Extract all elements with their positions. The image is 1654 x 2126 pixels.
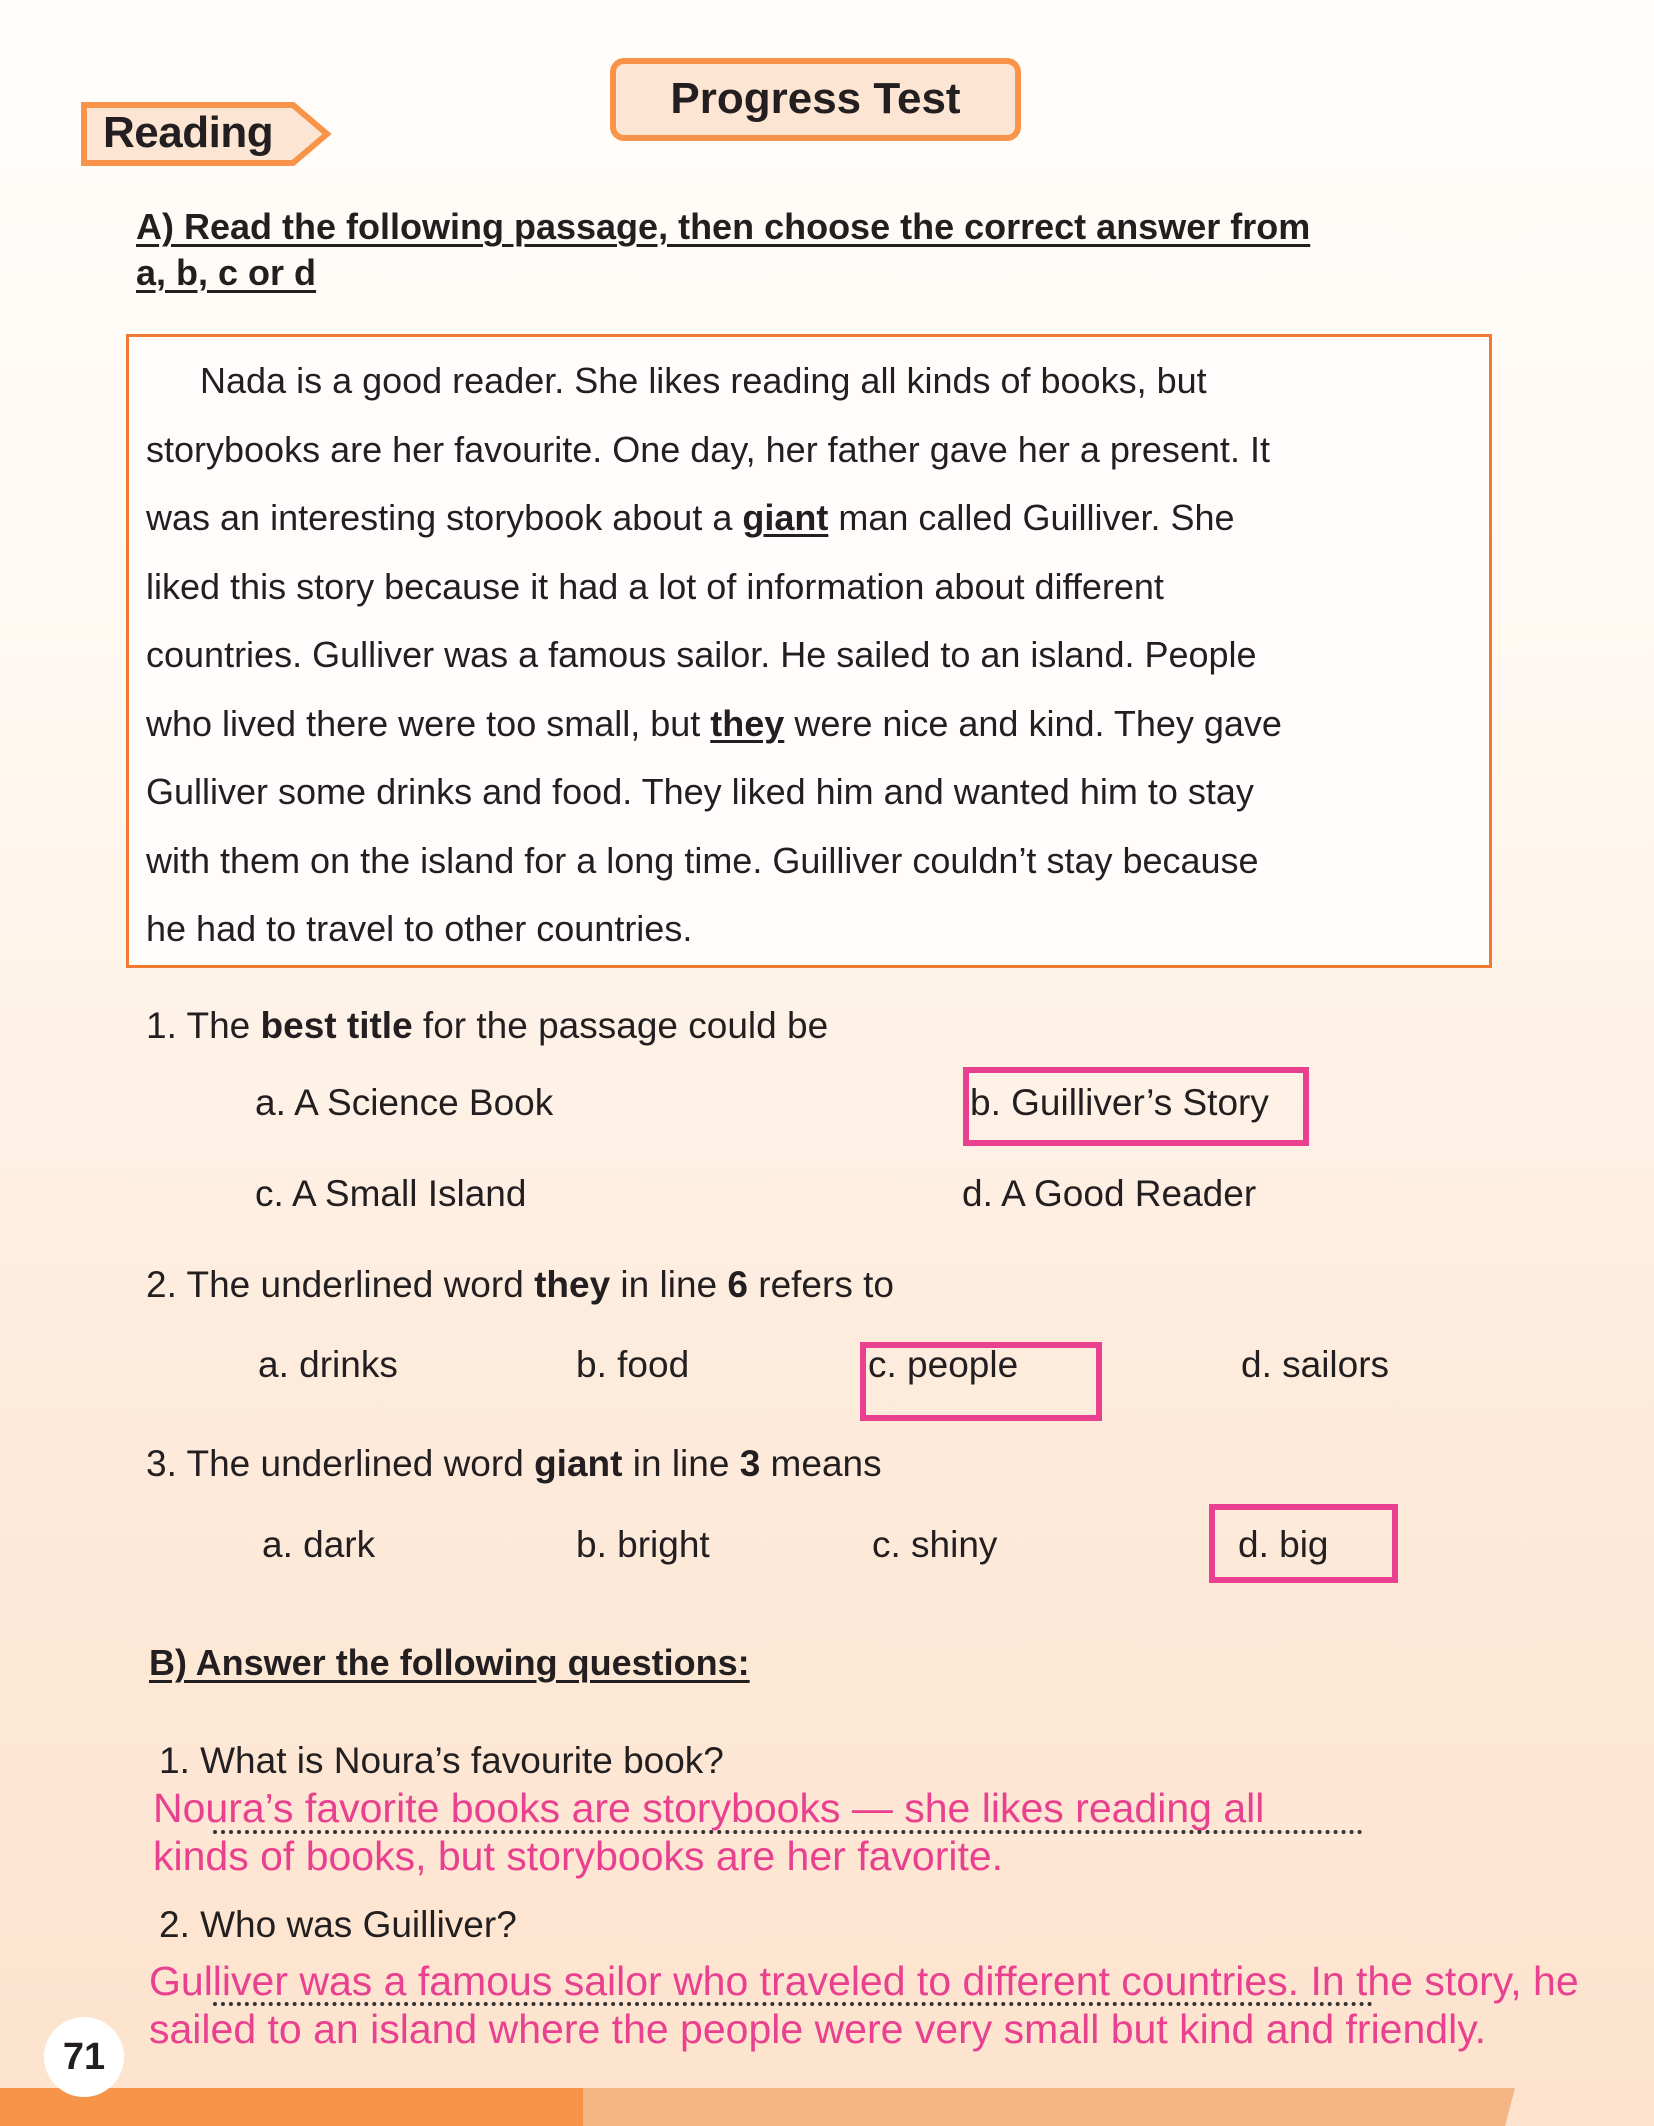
passage-line (146, 908, 692, 950)
question-bold: 3 (739, 1443, 761, 1484)
b-question-1: 1. What is Noura’s favourite book? (159, 1740, 724, 1781)
passage-line (146, 840, 1259, 882)
passage-text: liked this story because it had a lot of information about different (146, 565, 1164, 607)
question-bold: 6 (727, 1264, 748, 1305)
passage-line (146, 566, 1164, 608)
page-title: Progress Test (610, 58, 1021, 141)
option-1-c[interactable]: c. A Small Island (255, 1173, 527, 1214)
question-bold: giant (534, 1443, 623, 1484)
option-2-b[interactable]: b. food (576, 1344, 690, 1385)
b-question-2: 2. Who was Guilliver? (159, 1904, 517, 1945)
option-3-d[interactable]: d. big (1238, 1524, 1329, 1565)
passage-text: man called Guilliver. She (828, 497, 1235, 538)
passage-text: Nada is a good reader. She likes reading all kinds of books, but (200, 360, 1207, 401)
selected-answer-box (963, 1067, 1309, 1146)
question-bold: best title (260, 1005, 413, 1046)
question-1 (146, 1005, 828, 1047)
question-text: in line (622, 1443, 740, 1484)
option-1-b[interactable]: b. Guilliver’s Story (970, 1082, 1269, 1123)
option-1-a[interactable]: a. A Science Book (255, 1082, 554, 1123)
passage-text: he had to travel to other countries. (146, 908, 693, 949)
passage-text: was an interesting storybook about a (146, 497, 743, 538)
underlined-word: they (710, 702, 785, 744)
question-text: 1. The (146, 1005, 261, 1046)
question-text: 3. The underlined word (146, 1443, 535, 1484)
passage-line (146, 497, 1235, 539)
question-text: means (760, 1443, 882, 1484)
option-2-c[interactable]: c. people (868, 1344, 1019, 1385)
question-text: refers to (747, 1264, 894, 1305)
part-b-heading: B) Answer the following questions: (149, 1642, 750, 1683)
question-bold: they (534, 1264, 611, 1305)
selected-answer-box (860, 1342, 1102, 1421)
part-a-heading: A) Read the following passage, then choose the correct answer from (136, 206, 1311, 247)
question-2 (146, 1264, 894, 1306)
option-2-d[interactable]: d. sailors (1241, 1344, 1390, 1385)
b-answer-2-line-2[interactable]: sailed to an island where the people were very small but kind and friendly. (149, 2006, 1487, 2052)
passage-line (200, 360, 1207, 402)
b-answer-1-line-1[interactable]: Noura’s favorite books are storybooks — she likes reading all (153, 1785, 1265, 1831)
passage-text: with them on the island for a long time. Guilliver couldn’t stay because (146, 839, 1259, 881)
option-3-b[interactable]: b. bright (576, 1524, 710, 1565)
question-3 (146, 1443, 882, 1485)
option-3-c[interactable]: c. shiny (872, 1524, 998, 1565)
option-2-a[interactable]: a. drinks (258, 1344, 398, 1385)
question-text: for the passage could be (412, 1005, 829, 1046)
passage-line (146, 703, 1282, 745)
question-text: in line (610, 1264, 728, 1305)
passage-text: who lived there were too small, but (146, 702, 711, 744)
b-answer-2-line-1[interactable]: Gulliver was a famous sailor who traveled to different countries. In the story, he (149, 1958, 1579, 2004)
footer-bar (0, 2088, 1654, 2126)
passage-text: Gulliver some drinks and food. They liked him and wanted him to stay (146, 771, 1254, 812)
passage-text: were nice and kind. They gave (784, 702, 1282, 744)
selected-answer-box (1209, 1504, 1398, 1583)
page-number: 71 (44, 2017, 124, 2097)
section-tag-label: Reading (103, 108, 274, 157)
b-answer-1-line-2[interactable]: kinds of books, but storybooks are her favorite. (153, 1833, 1004, 1879)
option-3-a[interactable]: a. dark (262, 1524, 376, 1565)
passage-text: countries. Gulliver was a famous sailor. He sailed to an island. People (146, 634, 1257, 675)
part-a-heading-2: a, b, c or d (136, 252, 317, 293)
passage-text: storybooks are her favourite. One day, her father gave her a present. It (146, 428, 1270, 470)
question-text: 2. The underlined word (146, 1264, 535, 1305)
section-tag-reading (81, 102, 331, 165)
option-1-d[interactable]: d. A Good Reader (962, 1173, 1257, 1214)
passage-line (146, 429, 1270, 471)
underlined-word: giant (742, 497, 829, 538)
passage-line (146, 634, 1257, 676)
passage-line (146, 771, 1254, 813)
